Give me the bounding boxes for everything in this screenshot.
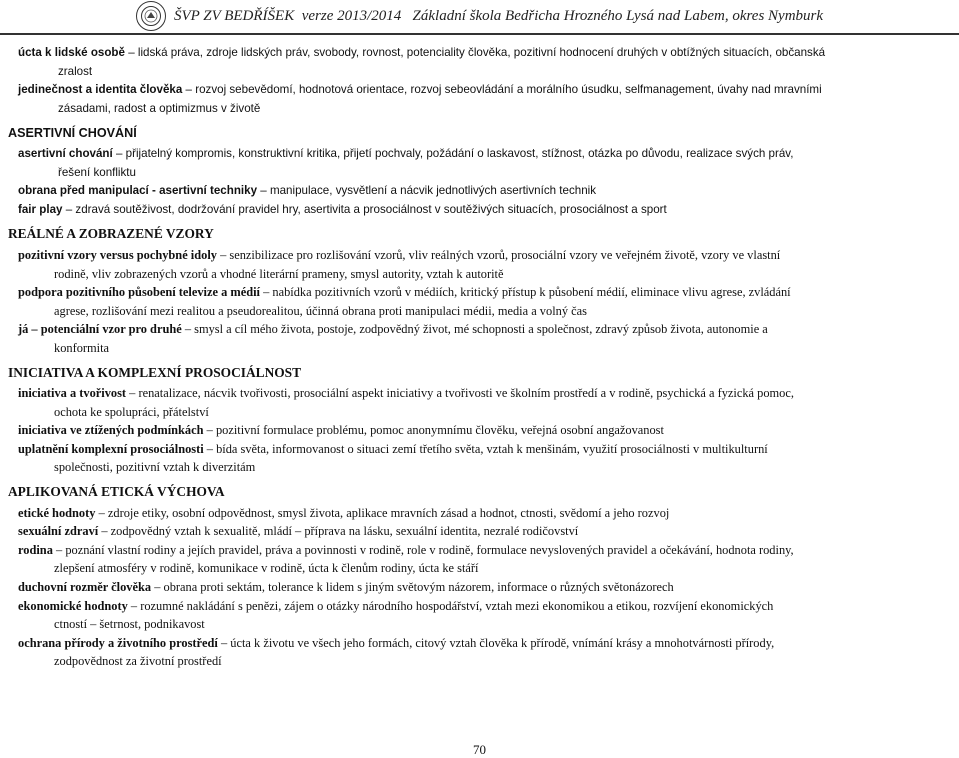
item-text: zodpovědný vztah k sexualitě, mládí – příprava na lásku, sexuální identita, nezralé rodičovství	[110, 524, 579, 539]
item-term: fair play	[18, 202, 63, 216]
section-heading-initiative: INICIATIVA A KOMPLEXNÍ PROSOCIÁLNOST	[8, 364, 302, 380]
item-text-cont: konformita	[54, 340, 110, 355]
item-term: obrana před manipulací - asertivní techniky	[18, 184, 258, 198]
item-term: iniciativa a tvořivost	[18, 386, 127, 401]
list-item: ekonomické hodnoty – rozumné nakládání s penězi, zájem o otázky národního hospodářství, vztah mezi ekonomikou a etikou, rozvíjení ekonomických ctností – šetrnost, podnikavost	[18, 597, 946, 634]
item-text: úcta k životu ve všech jeho formách, citový vztah člověka k přírodě, vnímání krásy a mnohotvárnosti přírody,	[230, 635, 775, 650]
item-term: jedinečnost a identita člověka	[18, 83, 183, 97]
item-text: manipulace, vysvětlení a nácvik jednotlivých asertivních technik	[269, 184, 597, 198]
item-term: já – potenciální vzor pro druhé	[18, 322, 182, 337]
list-item: já – potenciální vzor pro druhé – smysl a cíl mého života, postoje, zodpovědný život, mé schopnosti a společnost, zdravý způsob života, autonomie a konformita	[18, 320, 946, 357]
list-item: obrana před manipulací - asertivní techniky – manipulace, vysvětlení a nácvik jednotlivých asertivních technik	[18, 184, 597, 198]
item-text: senzibilizace pro rozlišování vzorů, vliv reálných vzorů, prosociální vzory ve veřejném životě, vzory ve vlastní	[229, 247, 781, 262]
item-text: rozvoj sebevědomí, hodnotová orientace, rozvoj sebeovládání a morálního úsudku, selfmanagement, úvahy nad mravními	[195, 83, 822, 97]
item-text: renatalizace, nácvik tvořivosti, prosociální aspekt iniciativy a tvořivosti ve školním prostředí a v rodině, psychická a fyzická pomoc,	[138, 386, 794, 401]
item-term: ekonomické hodnoty	[18, 598, 128, 613]
header-version: verze 2013/2014	[301, 7, 402, 24]
list-item: duchovní rozměr člověka – obrana proti sektám, tolerance k lidem s jiným světovým názorem, informace o různých světonázorech	[18, 580, 674, 595]
item-text-cont: řešení konfliktu	[58, 165, 136, 179]
block-respect	[8, 44, 946, 118]
header-school: Základní škola Bedřicha Hrozného Lysá nad Labem, okres Nymburk	[412, 7, 824, 24]
header-program: ŠVP ZV BEDŘÍŠEK	[173, 7, 295, 24]
item-text-cont: rodině, vliv zobrazených vzorů a vhodné literární prameny, smysl autority, vztah k autoritě	[54, 266, 504, 281]
section-heading-ethics: APLIKOVANÁ ETICKÁ VÝCHOVA	[8, 484, 225, 500]
item-term: uplatnění komplexní prosociálnosti	[18, 441, 204, 456]
block-ethics	[8, 504, 946, 671]
item-text-cont: agrese, rozlišování mezi realitou a pseudorealitou, účinná obrana proti manipulaci médii, media a volný čas	[54, 303, 587, 318]
item-term: pozitivní vzory versus pochybné idoly	[18, 247, 217, 262]
item-text-cont: společnosti, pozitivní vztah k diverzitám	[54, 460, 256, 475]
item-text-cont: ochota ke spolupráci, přátelství	[54, 404, 209, 419]
header-divider	[0, 33, 959, 35]
item-text-cont: zodpovědnost za životní prostředí	[54, 654, 222, 669]
list-item: sexuální zdraví – zodpovědný vztah k sexualitě, mládí – příprava na lásku, sexuální identita, nezralé rodičovství	[18, 524, 579, 539]
list-item: pozitivní vzory versus pochybné idoly – senzibilizace pro rozlišování vzorů, vliv reálných vzorů, prosociální vzory ve veřejném životě, vzory ve vlastní rodině, vliv zobrazených vzorů a vhodné literární prameny, smysl autority, vztah k autoritě	[18, 246, 946, 283]
list-item: jedinečnost a identita člověka – rozvoj sebevědomí, hodnotová orientace, rozvoj sebeovládání a morálního úsudku, selfmanagement, úvahy nad mravními zásadami, radost a optimizmus v životě	[18, 81, 946, 118]
item-text: zdravá soutěživost, dodržování pravidel hry, asertivita a prosociálnost v soutěživých situacích, prosociálnost a sport	[75, 202, 667, 216]
item-term: ochrana přírody a životního prostředí	[18, 635, 218, 650]
page-number: 70	[473, 742, 486, 757]
block-models	[8, 246, 946, 358]
school-logo-icon	[136, 1, 166, 31]
item-text: zdroje etiky, osobní odpovědnost, smysl života, aplikace mravních zásad a hodnot, ctnosti, svědomí a jeho rozvoj	[107, 505, 670, 520]
document-body	[8, 44, 946, 671]
list-item: iniciativa ve ztížených podmínkách – pozitivní formulace problému, pomoc anonymnímu člověku, veřejná osobní angažovanost	[18, 423, 664, 438]
item-text: pozitivní formulace problému, pomoc anonymnímu člověku, veřejná osobní angažovanost	[215, 423, 664, 438]
item-term: asertivní chování	[18, 146, 113, 160]
list-item: fair play – zdravá soutěživost, dodržování pravidel hry, asertivita a prosociálnost v soutěživých situacích, prosociálnost a sport	[18, 202, 667, 216]
header-text	[174, 8, 823, 25]
list-item: asertivní chování – přijatelný kompromis, konstruktivní kritika, přijetí pochvaly, požádání o laskavost, stížnost, otázka po důvodu, realizace svých práv, řešení konfliktu	[18, 145, 946, 182]
item-text: bída světa, informovanost o situaci zemí třetího světa, vztah k menšinám, využití prosociálnosti v multikulturní	[216, 441, 768, 456]
list-item: etické hodnoty – zdroje etiky, osobní odpovědnost, smysl života, aplikace mravních zásad a hodnot, ctnosti, svědomí a jeho rozvoj	[18, 505, 670, 520]
item-text-cont: zralost	[58, 64, 93, 78]
item-term: úcta k lidské osobě	[18, 46, 125, 59]
block-assertive	[8, 145, 946, 219]
item-term: iniciativa ve ztížených podmínkách	[18, 423, 204, 438]
list-item: uplatnění komplexní prosociálnosti – bída světa, informovanost o situaci zemí třetího světa, vztah k menšinám, využití prosociálnosti v multikulturní společnosti, pozitivní vztah k diverzitám	[18, 440, 946, 477]
item-term: rodina	[18, 542, 53, 557]
section-heading-assertive: ASERTIVNÍ CHOVÁNÍ	[8, 126, 137, 141]
item-term: etické hodnoty	[18, 505, 96, 520]
item-text: obrana proti sektám, tolerance k lidem s jiným světovým názorem, informace o různých světonázorech	[163, 580, 674, 595]
item-text-cont: zásadami, radost a optimizmus v životě	[58, 101, 261, 115]
item-text: rozumné nakládání s penězi, zájem o otázky národního hospodářství, vztah mezi ekonomikou a etikou, rozvíjení ekonomických	[140, 598, 774, 613]
section-heading-models: REÁLNÉ A ZOBRAZENÉ VZORY	[8, 226, 214, 242]
page-header	[0, 0, 959, 32]
list-item: ochrana přírody a životního prostředí – úcta k životu ve všech jeho formách, citový vztah člověka k přírodě, vnímání krásy a mnohotvárnosti přírody, zodpovědnost za životní prostředí	[18, 634, 946, 671]
list-item: iniciativa a tvořivost – renatalizace, nácvik tvořivosti, prosociální aspekt iniciativy a tvořivosti ve školním prostředí a v rodině, psychická a fyzická pomoc, ochota ke spolupráci, přátelství	[18, 384, 946, 421]
item-text: smysl a cíl mého života, postoje, zodpovědný život, mé schopnosti a společnost, zdravý způsob života, autonomie a	[194, 322, 768, 337]
item-text-cont: ctností – šetrnost, podnikavost	[54, 617, 205, 632]
item-text: poznání vlastní rodiny a jejích pravidel, práva a povinnosti v rodině, role v rodině, formulace nevyslovených pravidel a očekávání, hodnota rodiny,	[65, 542, 794, 557]
list-item: úcta k lidské osobě – lidská práva, zdroje lidských práv, svobody, rovnost, potenciality člověka, pozitivní hodnocení druhých v obtížných situacích, občanská zralost	[18, 44, 946, 81]
item-text-cont: zlepšení atmosféry v rodině, komunikace v rodině, úcta k členům rodiny, úcta ke stáří	[54, 561, 479, 576]
item-term: podpora pozitivního působení televize a médií	[18, 285, 260, 300]
item-text: lidská práva, zdroje lidských práv, svobody, rovnost, potenciality člověka, pozitivní hodnocení druhých v obtížných situacích, občanská	[137, 46, 826, 59]
list-item: podpora pozitivního působení televize a médií – nabídka pozitivních vzorů v médiích, kritický přístup k působení médií, eliminace vlivu agrese, zvládání agrese, rozlišování mezi realitou a pseudorealitou, účinná obrana proti manipulaci médii, media a volný čas	[18, 283, 946, 320]
item-term: sexuální zdraví	[18, 524, 99, 539]
item-text: přijatelný kompromis, konstruktivní kritika, přijetí pochvaly, požádání o laskavost, stížnost, otázka po důvodu, realizace svých práv,	[125, 146, 794, 160]
item-term: duchovní rozměr člověka	[18, 580, 152, 595]
item-text: nabídka pozitivních vzorů v médiích, kritický přístup k působení médií, eliminace vlivu agrese, zvládání	[272, 285, 791, 300]
list-item: rodina – poznání vlastní rodiny a jejích pravidel, práva a povinnosti v rodině, role v rodině, formulace nevyslovených pravidel a očekávání, hodnota rodiny, zlepšení atmosféry v rodině, komunikace v rodině, úcta k členům rodiny, úcta ke stáří	[18, 541, 946, 578]
block-initiative	[8, 384, 946, 477]
